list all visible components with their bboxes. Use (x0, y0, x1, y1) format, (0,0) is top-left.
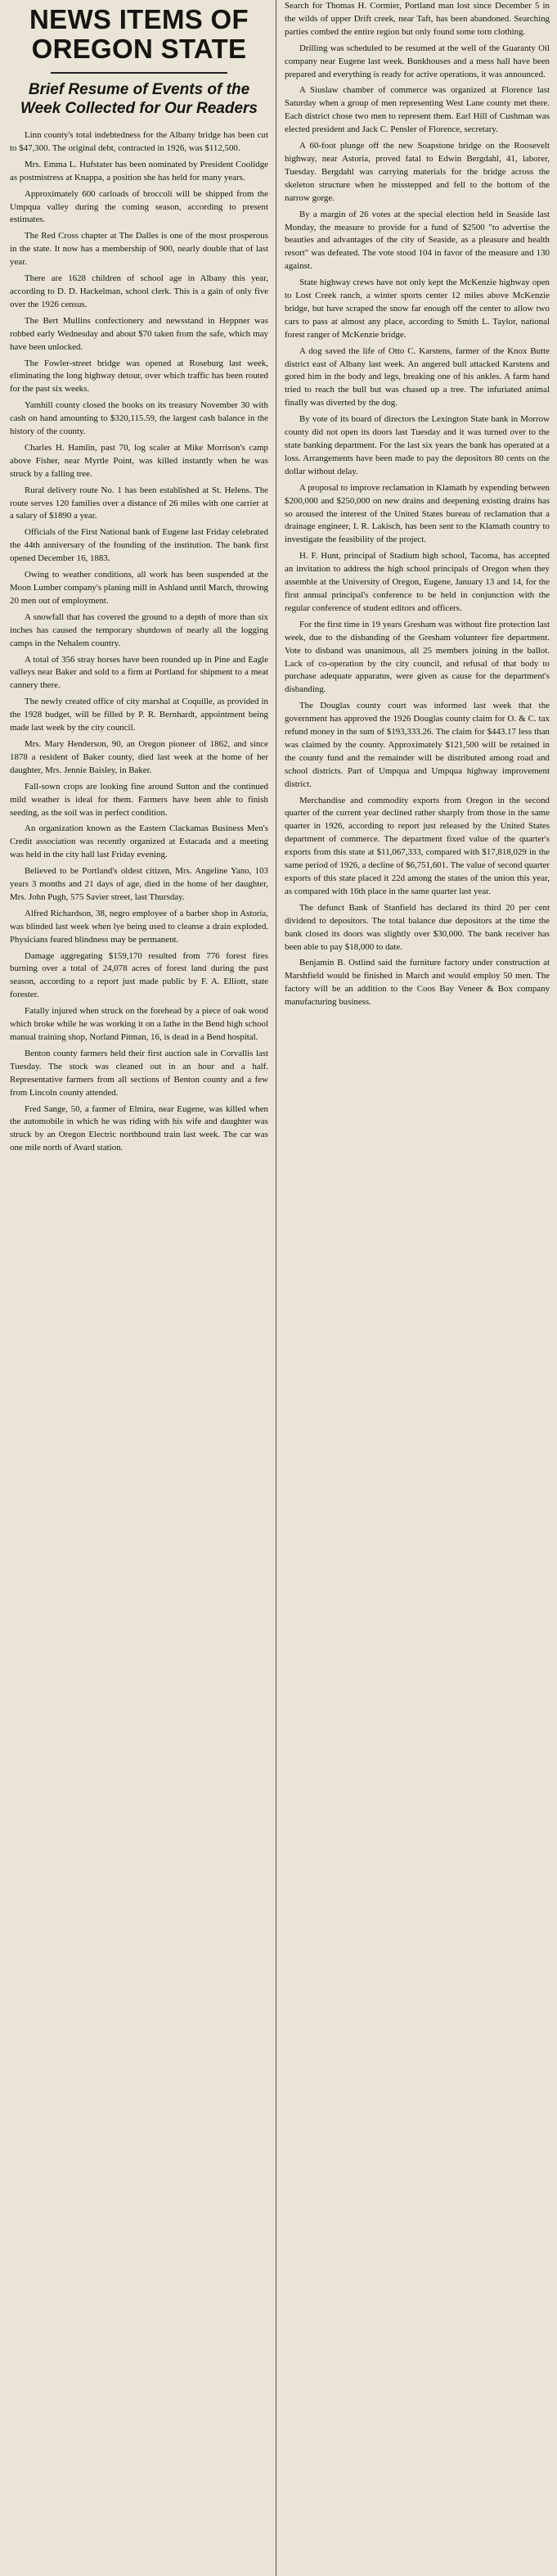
news-item: Benton county farmers held their first auction sale in Corvallis last Tuesday. The stock was cleaned out in an hour and a half. Representative farmers from all sections of Benton county and a few from Lincoln county attended. (10, 1048, 268, 1098)
news-item: An organization known as the Eastern Clackamas Business Men's Credit association was recently organized at Estacada and a meeting was held in the city hall last Friday evening. (10, 823, 268, 860)
news-item: Damage aggregating $159,170 resulted from 776 forest fires burning over a total of 24,078 acres of forest land during the past season, according to a report just made public by F. A. Elliott, state forester. (10, 950, 268, 1000)
news-item: Owing to weather conditions, all work has been suspended at the Moon Lumber company's planing mill in Ashland until March, throwing 20 men out of employment. (10, 570, 268, 606)
news-item: A dog saved the life of Otto C. Karstens, farmer of the Knox Butte district east of Albany last week. An angered bull attacked Karstens and gored him in the body and legs, breaking one of his ankles. A farm hand tried to reach the bull but was chased up a tree. The infuriated animal finally was diverted by the dog. (285, 345, 550, 408)
news-item: A total of 356 stray horses have been rounded up in Pine and Eagle valleys near Baker and sold to a firm at Portland for shipment to a meat cannery there. (10, 654, 268, 691)
news-item: A proposal to improve reclamation in Klamath by expending between $200,000 and $250,000 on new drains and deepening existing drains has so aroused the interest of the United States bureau of reclamation that a drainage engineer, I. R. Lakisch, has been sent to the Klamath country to investigate the feasibility of the project. (285, 482, 550, 545)
left-column-body (10, 129, 268, 1155)
news-item: By a margin of 26 votes at the special election held in Seaside last Monday, the measure to provide for a fund of $2500 "to advertise the beauties and advantages of the city of Seaside, as a pleasure and health resort" was defeated. The vote stood 104 in favor of the measure and 130 against. (285, 209, 550, 272)
news-item: Charles H. Hamlin, past 70, log scaler at Mike Morrison's camp above Fisher, near Myrtle Point, was killed instantly when he was struck by a falling tree. (10, 442, 268, 479)
news-item: The defunct Bank of Stanfield has declared its third 20 per cent dividend to depositors. The total balance due depositors at the time the bank closed its doors was slightly over $30,000. The bank receiver has been able to pay $18,000 to date. (285, 902, 550, 952)
news-item: The Douglas county court was informed last week that the government has approved the 1926 Douglas county claim for O. & C. tax refund money in the sum of $193,333.26. The claim for $443.17 less than was claimed by the county. Approximately $121,500 will be retained in the county fund and the remainder will be distributed among road and school districts. Part of Umpqua and Umpqua highway improvement district. (285, 701, 550, 789)
news-item: A Siuslaw chamber of commerce was organized at Florence last Saturday when a group of men representing West Lane county met there. Each district chose two men to represent them. Earl Hill of Cushman was elected president and Jack C. Pensler of Florence, secretary. (285, 85, 550, 135)
news-item: Benjamin B. Ostlind said the furniture factory under construction at Marshfield would be finished in March and would employ 50 men. The factory will be an addition to the Coos Bay Veneer & Box company manufacturing business. (285, 958, 550, 1008)
news-item: A 60-foot plunge off the new Soapstone bridge on the Roosevelt highway, near Astoria, proved fatal to Edwin Bergdahl, 41, laborer, Tuesday. Bergdahl was carrying materials for the bridge across the skeleton structure when he misstepped and fell to the bottom of the narrow gorge. (285, 141, 550, 203)
news-item: Merchandise and commodity exports from Oregon in the second quarter of the current year declined rather sharply from those in the same quarter in 1926, according to report just released by the United States department of commerce. The department fixed value of the quarter's exports from this state at $11,067,333, compared with $17,818,029 in the same period of 1926, a decline of $6,751,601. The value of second quarter exports of this state placed it 22d among the states of the union this year, as compared with 16th place in the same quarter last year. (285, 795, 550, 896)
news-item: State highway crews have not only kept the McKenzie highway open to Lost Creek ranch, a winter sports center 12 miles above McKenzie bridge, but have scraped the snow far enough off the center to allow two cars to pass at almost any place, according to Smith L. Taylor, national forest ranger of McKenzie bridge. (285, 277, 550, 340)
news-item: Officials of the First National bank of Eugene last Friday celebrated the 44th anniversary of the founding of the institution. The bank first opened December 16, 1883. (10, 527, 268, 564)
news-item: Yamhill county closed the books on its treasury November 30 with cash on hand amounting to $320,115.59, the largest cash balance in the history of the county. (10, 400, 268, 437)
news-item: The Bert Mullins confectionery and newsstand in Heppner was robbed early Wednesday and about $70 taken from the safe, which may have been unlocked. (10, 315, 268, 352)
left-column (10, 0, 268, 2576)
subheadline: Brief Resume of Events of the Week Collected for Our Readers (20, 81, 258, 117)
right-column (285, 0, 550, 2576)
news-item: By vote of its board of directors the Lexington State bank in Morrow county did not open its doors last Tuesday and it was turned over to the state banking department. For the last six years the bank has operated at a loss. Arrangements have been made to pay the depositors 80 cents on the dollar without delay. (285, 414, 550, 476)
news-item: Drilling was scheduled to be resumed at the well of the Guaranty Oil company near Eugene last week. Bunkhouses and a mess hall have been prepared and everything is ready for active operations, it was announced. (285, 43, 550, 79)
news-item: For the first time in 19 years Gresham was without fire protection last week, due to the disbanding of the Gresham volunteer fire department. Vote to disband was unanimous, all 25 members joining in the ballot. Lack of co-operation by the city council, and refusal of that body to purchase adequate apparatus, were given as cause for the department's disbanding. (285, 619, 550, 695)
news-item: Search for Thomas H. Cormier, Portland man lost since December 5 in the wilds of upper Drift creek, near Taft, has been abandoned. Searching parties combed the entire region but only found some torn clothing. (285, 1, 550, 37)
news-item: The Red Cross chapter at The Dalles is one of the most prosperous in the state. It now has a membership of 900, nearly double that of last year. (10, 231, 268, 268)
headline-rule (51, 72, 227, 74)
news-item: Mrs. Emma L. Hufstater has been nominated by President Coolidge as postmistress at Knappa, a position she has held for many years. (10, 159, 268, 183)
news-item: Fatally injured when struck on the forehead by a piece of oak wood which broke while he was working it on a lathe in the Bend high school manual training shop, Norland Pitman, 16, is dead in a Bend hospital. (10, 1006, 268, 1042)
news-item: Believed to be Portland's oldest citizen, Mrs. Angeline Yano, 103 years 3 months and 21 days of age, died in the home of her daughter, Mrs. John Pugh, 575 Savier street, last Thursday. (10, 866, 268, 902)
right-column-body (285, 0, 550, 1009)
news-item: Linn county's total indebtedness for the Albany bridge has been cut to $47,300. The original debt, contracted in 1926, was $112,500. (10, 130, 268, 153)
news-item: Fall-sown crops are looking fine around Sutton and the continued mild weather is ideal for them. Farmers have been able to finish seeding, as the soil was in perfect condition. (10, 781, 268, 818)
news-item: The Fowler-street bridge was opened at Roseburg last week, eliminating the long highway detour, over which traffic has been routed for the past six weeks. (10, 358, 268, 395)
news-item: A snowfall that has covered the ground to a depth of more than six inches has caused the temporary shutdown of nearly all the logging camps in the Nehalem country. (10, 611, 268, 648)
news-item: Approximately 600 carloads of broccoli will be shipped from the Umpqua valley during the coming season, according to present estimates. (10, 188, 268, 225)
page-headline: NEWS ITEMS OF OREGON STATE (29, 4, 249, 64)
news-item: Rural delivery route No. 1 has been established at St. Helens. The route serves 120 families over a distance of 26 miles with one carrier at a salary of $1890 a year. (10, 485, 268, 521)
news-item: Alfred Richardson, 38, negro employee of a barber shop in Astoria, was blinded last week when lye being used to cleanse a drain exploded. Physicians feared blindness may be permanent. (10, 908, 268, 945)
news-item: Fred Sange, 50, a farmer of Elmira, near Eugene, was killed when the automobile in which he was riding with his wife and daughter was struck by an Oregon Electric northbound train last week. The car was one mile north of Avard station. (10, 1103, 268, 1153)
news-item: H. F. Hunt, principal of Stadium high school, Tacoma, has accepted an invitation to address the high school principals of Oregon when they assemble at the University of Oregon, Eugene, January 13 and 14, for the first annual principal's conference to be held in conjunction with the regular conference of student editors and officers. (285, 551, 550, 613)
news-item: The newly created office of city marshal at Coquille, as provided in the 1928 budget, will be filled by P. R. Bernhardt, appointment being made last week by the city council. (10, 697, 268, 733)
news-item: Mrs. Mary Henderson, 90, an Oregon pioneer of 1862, and since 1878 a resident of Baker county, died last week at the home of her daughter, Mrs. Jennie Baisley, in Baker. (10, 738, 268, 775)
news-item: There are 1628 children of school age in Albany this year, according to D. D. Hackelman, school clerk. This is a gain of only five over the 1926 census. (10, 273, 268, 309)
